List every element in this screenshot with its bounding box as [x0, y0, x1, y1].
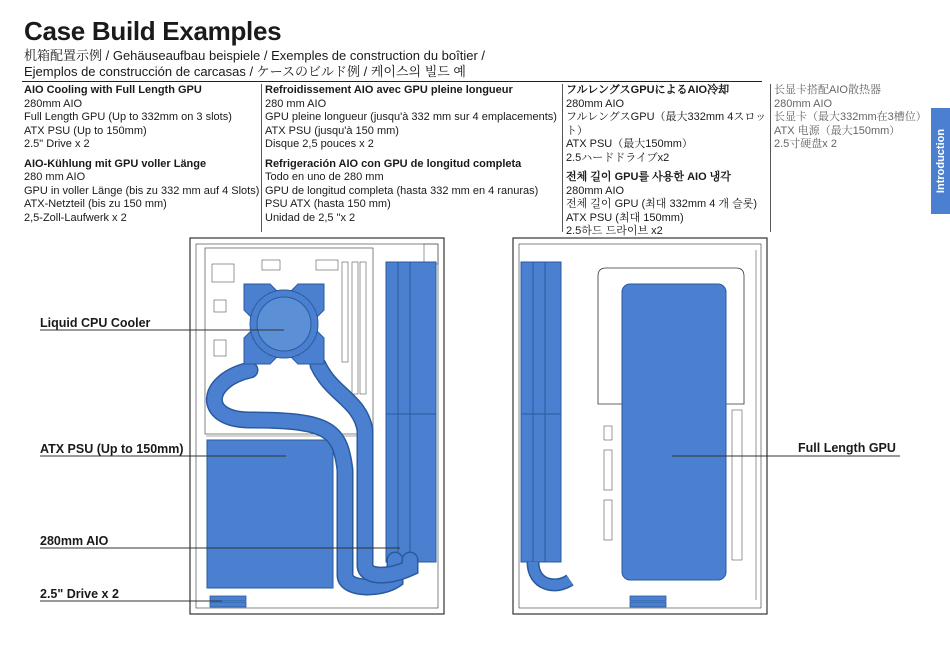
line-zh-4: 2.5寸硬盘x 2 [774, 138, 837, 150]
radiator-280mm [386, 262, 436, 562]
heading-en: AIO Cooling with Full Length GPU [24, 84, 202, 96]
callout-cpu-cooler: Liquid CPU Cooler [40, 316, 151, 330]
heading-ko: 전체 길이 GPU를 사용한 AIO 냉각 [566, 171, 731, 183]
atx-psu [207, 440, 333, 588]
line-fr-1: 280 mm AIO [265, 97, 327, 110]
line-de-3: ATX-Netzteil (bis zu 150 mm) [24, 198, 167, 210]
callout-psu: ATX PSU (Up to 150mm) [40, 442, 184, 456]
line-es-2: GPU de longitud completa (hasta 332 mm en 4 ranuras) [265, 184, 539, 197]
line-ja-1: 280mm AIO [566, 97, 625, 110]
line-fr-4: Disque 2,5 pouces x 2 [265, 138, 374, 150]
line-de-4: 2,5-Zoll-Laufwerk x 2 [24, 211, 127, 224]
heading-zh: 长显卡搭配AIO散热器 [774, 84, 881, 96]
line-ja-4: 2.5ハードドライブx2 [566, 151, 670, 164]
page-title: Case Build Examples [24, 16, 282, 46]
line-ja-3: ATX PSU（最大150mm） [566, 138, 693, 150]
line-es-4: Unidad de 2,5 "x 2 [265, 211, 356, 224]
line-en-2: Full Length GPU (Up to 332mm on 3 slots) [24, 111, 232, 123]
callout-lines [40, 330, 900, 601]
line-ko-3: ATX PSU (최대 150mm) [566, 211, 684, 224]
callout-aio: 280mm AIO [40, 534, 109, 548]
callout-drive: 2.5" Drive x 2 [40, 587, 119, 601]
heading-fr: Refroidissement AIO avec GPU pleine longueur [265, 84, 513, 96]
line-zh-2: 长显卡（最大332mm在3槽位） [774, 111, 927, 123]
subtitle-line-1: 机箱配置示例 / Gehäuseaufbau beispiele / Exemples de construction du boîtier / [24, 48, 486, 63]
line-zh-1: 280mm AIO [774, 97, 833, 110]
aio-tubes-right [533, 562, 570, 585]
full-length-gpu [622, 284, 726, 580]
heading-ja: フルレングスGPUによるAIO冷却 [566, 84, 730, 96]
subtitle-line-2: Ejemplos de construcción de carcasas / ケースのビルド例 / 케이스의 빌드 예 [24, 64, 466, 79]
line-fr-3: ATX PSU (jusqu'à 150 mm) [265, 124, 399, 137]
line-ko-2: 전체 길이 GPU (최대 332mm 4 개 슬롯) [566, 198, 757, 210]
cpu-cooler [244, 284, 324, 364]
line-es-3: PSU ATX (hasta 150 mm) [265, 198, 391, 210]
line-en-1: 280mm AIO [24, 97, 83, 110]
heading-de: AIO-Kühlung mit GPU voller Länge [24, 157, 207, 170]
line-ko-4: 2.5하드 드라이브 x2 [566, 225, 663, 237]
callout-gpu: Full Length GPU [798, 441, 896, 455]
line-zh-3: ATX 电源（最大150mm） [774, 124, 901, 137]
line-es-1: Todo en uno de 280 mm [265, 171, 384, 183]
drives-right [630, 596, 666, 607]
line-de-2: GPU in voller Länge (bis zu 332 mm auf 4 Slots) [24, 184, 260, 197]
side-tab-label: Introduction [934, 128, 947, 194]
line-en-4: 2.5" Drive x 2 [24, 138, 90, 150]
heading-es: Refrigeración AIO con GPU de longitud completa [265, 157, 522, 170]
line-fr-2: GPU pleine longueur (jusqu'à 332 mm sur 4 emplacements) [265, 111, 557, 123]
line-ja-2: フルレングスGPU（最大332mm 4スロット） [566, 111, 767, 137]
line-en-3: ATX PSU (Up to 150mm) [24, 124, 147, 137]
radiator-side-view [521, 262, 561, 562]
line-ko-1: 280mm AIO [566, 184, 625, 197]
line-de-1: 280 mm AIO [24, 171, 86, 183]
